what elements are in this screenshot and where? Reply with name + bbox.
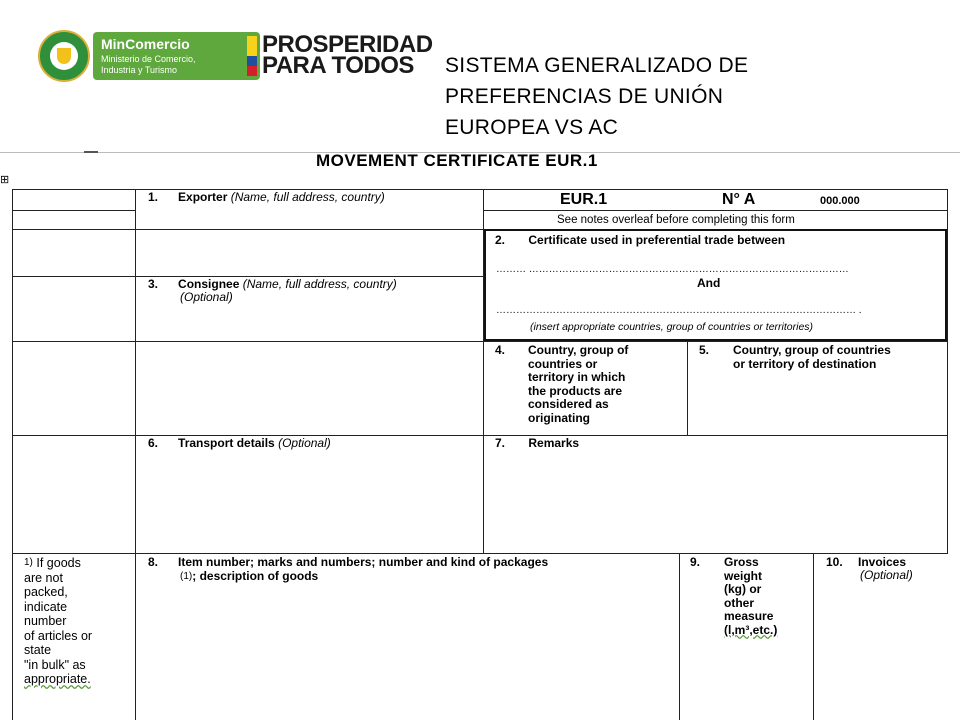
field-4-label: Country, group of countries or territory in which the products are considered as originating [528, 343, 629, 425]
field-6-transport-label: 6. Transport details (Optional) [148, 436, 331, 450]
field-1-exporter-label: 1. Exporter (Name, full address, country) [148, 190, 385, 204]
flag-bar-icon [247, 36, 257, 76]
field-2-dots-2: ……………………………………………………………………………………………… . [496, 305, 862, 316]
side-note-packaging: $^{1)}$ If goods are not packed, indicate number of articles or state "in bulk" as appropriate. [24, 556, 93, 686]
field-10-optional: (Optional) [860, 568, 913, 582]
field-3-consignee-label: 3. Consignee (Name, full address, country) [148, 277, 397, 291]
headline-line2: PREFERENCIAS DE UNIÓN [445, 85, 724, 108]
dash-mark [84, 151, 98, 153]
shield-icon [57, 48, 71, 64]
headline-line1: SISTEMA GENERALIZADO DE [445, 54, 749, 77]
mincomercio-line1: Ministerio de Comercio, [101, 54, 196, 64]
overleaf-notes: See notes overleaf before completing this form [557, 214, 795, 226]
page-headline [445, 50, 748, 143]
field-8-items-label: 8. Item number; marks and numbers; number and kind of packages [148, 555, 549, 569]
field-2-note: (insert appropriate countries, group of countries or territories) [530, 321, 814, 333]
field-3-optional: (Optional) [180, 290, 233, 304]
field-9-label: Gross weight (kg) or other measure (l,m³,etc.) [724, 555, 778, 637]
field-2-and: And [697, 276, 721, 290]
field-5-num: 5. [699, 343, 710, 357]
field-2-dots-1: ……… …………………………………………………………………………………… [496, 264, 849, 275]
serial-number: 000.000 [820, 195, 860, 207]
table-move-handle-icon[interactable]: ⊞ [0, 174, 10, 186]
colombia-seal-logo [38, 30, 90, 82]
prosperidad-logo [262, 31, 433, 79]
exporter-field[interactable] [137, 211, 482, 275]
mincomercio-subtitle [101, 54, 196, 76]
prosperidad-line2: PARA TODOS [262, 52, 414, 79]
mincomercio-title: MinComercio [101, 36, 190, 52]
field-5-label: Country, group of countries or territory of destination [733, 343, 891, 371]
seal-center [50, 42, 78, 70]
mincomercio-line2: Industria y Turismo [101, 65, 178, 75]
field-9-num: 9. [690, 555, 701, 569]
field-4-num: 4. [495, 343, 506, 357]
field-10-num: 10. [826, 555, 843, 569]
field-2-label: 2. Certificate used in preferential trade between [495, 233, 786, 247]
prosperidad-line1: PROSPERIDAD [262, 31, 433, 58]
mincomercio-logo [93, 32, 260, 80]
field-8-line2: $^{(1)}$; description of goods [180, 569, 319, 583]
field-10-invoices-label: Invoices [858, 555, 907, 569]
certificate-title: MOVEMENT CERTIFICATE EUR.1 [316, 151, 598, 170]
number-label: N° A [722, 191, 756, 208]
eur1-label: EUR.1 [560, 191, 608, 208]
field-7-remarks-label: 7. Remarks [495, 436, 580, 450]
headline-line3: EUROPEA VS AC [445, 116, 619, 139]
